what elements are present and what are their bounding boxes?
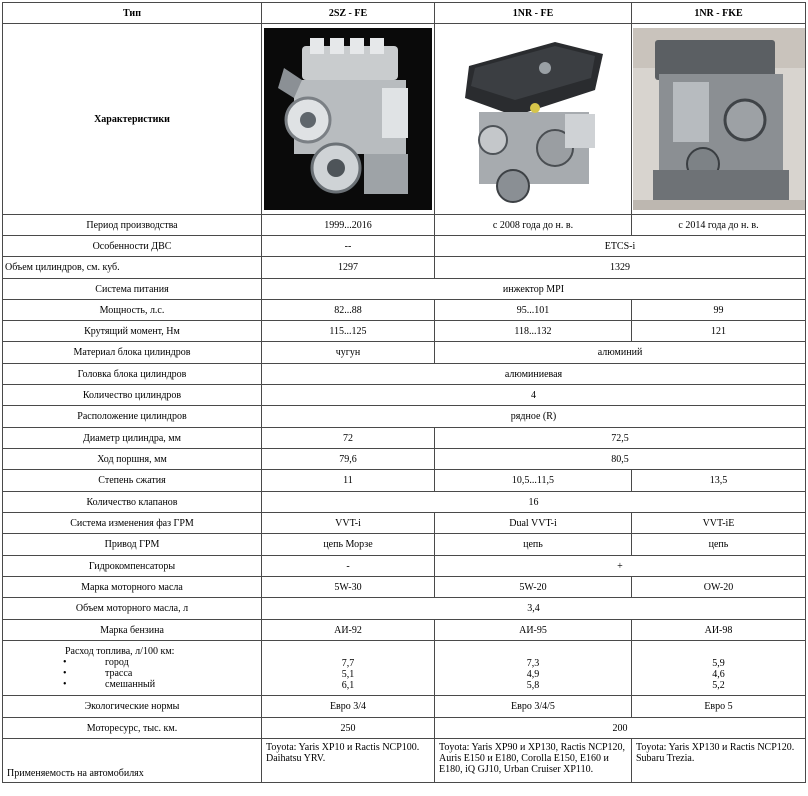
value-2sz-fe: Toyota: Yaris XP10 и Ractis NCP100. Daihatsu YRV.	[262, 739, 435, 783]
consumption-title: Расход топлива, л/100 км:	[65, 646, 175, 657]
value-1nr-fe: с 2008 года до н. в.	[435, 215, 632, 236]
row-torque	[3, 321, 806, 342]
row-label: Экологические нормы	[3, 696, 262, 718]
value-2sz-fe: цепь Морзе	[262, 534, 435, 556]
engine-name-1nr-fe: 1NR - FE	[435, 3, 632, 24]
row-displacement	[3, 257, 806, 279]
value-1nr-fke: АИ-98	[632, 620, 806, 641]
row-hydro-lifters	[3, 556, 806, 577]
row-stroke	[3, 449, 806, 470]
engine-name-2sz-fe: 2SZ - FE	[262, 3, 435, 24]
row-label: Гидрокомпенсаторы	[3, 556, 262, 577]
value-2sz-fe: чугун	[262, 342, 435, 364]
consumption-item-mixed: • смешанный	[63, 679, 156, 690]
row-label: Привод ГРМ	[3, 534, 262, 556]
value-2sz-fe: VVT-i	[262, 513, 435, 534]
type-header: Тип	[3, 3, 262, 24]
engine-photo-1nr-fke	[633, 28, 805, 210]
row-label: Степень сжатия	[3, 470, 262, 492]
value-1nr-fe: Toyota: Yaris XP90 и XP130, Ractis NCP120, Auris E150 и E180, Corolla E150, E160 и E180, iQ GJ10, Urban Cruiser XP110.	[435, 739, 632, 783]
photo-row	[3, 24, 806, 215]
row-valves	[3, 492, 806, 513]
consumption-item-highway: • трасса	[63, 668, 133, 679]
value-1nr-fe: АИ-95	[435, 620, 632, 641]
value-2sz-fe: 5W-30	[262, 577, 435, 598]
row-label: Моторесурс, тыс. км.	[3, 718, 262, 739]
value-1nr-fe: 7,3 4,9 5,8	[435, 641, 632, 696]
value-1nr-fke: с 2014 года до н. в.	[632, 215, 806, 236]
row-label: Количество клапанов	[3, 492, 262, 513]
row-label: Применяемость на автомобилях	[3, 739, 262, 783]
row-label: Мощность, л.с.	[3, 300, 262, 321]
photo-cell-1nr-fe	[435, 24, 632, 215]
value-1nr-fke: Евро 5	[632, 696, 806, 718]
row-compression	[3, 470, 806, 492]
value-all: рядное (R)	[262, 406, 806, 428]
engine-photo-1nr-fe	[435, 28, 631, 210]
row-features	[3, 236, 806, 257]
row-label: Система изменения фаз ГРМ	[3, 513, 262, 534]
value-2sz-fe: -	[262, 556, 435, 577]
value-2sz-fe: 250	[262, 718, 435, 739]
row-label: Количество цилиндров	[3, 385, 262, 406]
value-2sz-fe: АИ-92	[262, 620, 435, 641]
value-1nr-shared: 72,5	[435, 428, 806, 449]
row-vvt	[3, 513, 806, 534]
value-2sz-fe: 72	[262, 428, 435, 449]
row-resource	[3, 718, 806, 739]
row-applicability	[3, 739, 806, 783]
value-all: алюминиевая	[262, 364, 806, 385]
row-fuel-system	[3, 279, 806, 300]
row-label: Особенности ДВС	[3, 236, 262, 257]
value-1nr-fe: Евро 3/4/5	[435, 696, 632, 718]
row-cylinder-head	[3, 364, 806, 385]
value-1nr-fke: Toyota: Yaris XP130 и Ractis NCP120. Subaru Trezia.	[632, 739, 806, 783]
value-1nr-fke: VVT-iE	[632, 513, 806, 534]
header-row	[3, 3, 806, 24]
value-2sz-fe: 79,6	[262, 449, 435, 470]
value-1nr-fke: 99	[632, 300, 806, 321]
value-1nr-shared: алюминий	[435, 342, 806, 364]
row-production-period	[3, 215, 806, 236]
photo-cell-2sz-fe	[262, 24, 435, 215]
row-eco-standards	[3, 696, 806, 718]
consumption-item-city: • город	[63, 657, 129, 668]
row-label: Материал блока цилиндров	[3, 342, 262, 364]
row-label-consumption	[3, 641, 262, 696]
row-label: Расположение цилиндров	[3, 406, 262, 428]
value-2sz-fe: --	[262, 236, 435, 257]
value-2sz-fe: 115...125	[262, 321, 435, 342]
value-1nr-shared: ETCS-i	[435, 236, 806, 257]
row-block-material	[3, 342, 806, 364]
value-1nr-fke: цепь	[632, 534, 806, 556]
value-1nr-shared: 1329	[435, 257, 806, 279]
value-2sz-fe: 1297	[262, 257, 435, 279]
row-cylinders	[3, 385, 806, 406]
value-2sz-fe: 1999...2016	[262, 215, 435, 236]
row-bore	[3, 428, 806, 449]
row-label: Объем цилиндров, см. куб.	[3, 257, 262, 279]
row-label: Объем моторного масла, л	[3, 598, 262, 620]
value-1nr-fke: OW-20	[632, 577, 806, 598]
row-oil-grade	[3, 577, 806, 598]
row-fuel-grade	[3, 620, 806, 641]
row-fuel-consumption	[3, 641, 806, 696]
value-2sz-fe: 82...88	[262, 300, 435, 321]
value-all: 16	[262, 492, 806, 513]
row-label: Марка бензина	[3, 620, 262, 641]
value-2sz-fe: 7,7 5,1 6,1	[262, 641, 435, 696]
engine-comparison-table	[2, 2, 806, 783]
row-label: Период производства	[3, 215, 262, 236]
engine-photo-2sz-fe	[264, 28, 432, 210]
value-all: 3,4	[262, 598, 806, 620]
row-label: Марка моторного масла	[3, 577, 262, 598]
row-timing-drive	[3, 534, 806, 556]
value-1nr-fe: цепь	[435, 534, 632, 556]
value-2sz-fe: 11	[262, 470, 435, 492]
value-1nr-shared: 80,5	[435, 449, 806, 470]
value-1nr-fke: 5,9 4,6 5,2	[632, 641, 806, 696]
value-1nr-fe: Dual VVT-i	[435, 513, 632, 534]
row-label: Диаметр цилиндра, мм	[3, 428, 262, 449]
row-power	[3, 300, 806, 321]
value-2sz-fe: Евро 3/4	[262, 696, 435, 718]
row-label: Система питания	[3, 279, 262, 300]
value-1nr-fe: 10,5...11,5	[435, 470, 632, 492]
value-1nr-fe: 5W-20	[435, 577, 632, 598]
row-label: Головка блока цилиндров	[3, 364, 262, 385]
value-1nr-fke: 13,5	[632, 470, 806, 492]
value-1nr-shared: +	[435, 556, 806, 577]
characteristics-header: Характеристики	[3, 24, 262, 215]
value-all: 4	[262, 385, 806, 406]
value-1nr-shared: 200	[435, 718, 806, 739]
engine-name-1nr-fke: 1NR - FKE	[632, 3, 806, 24]
value-1nr-fe: 118...132	[435, 321, 632, 342]
value-all: инжектор MPI	[262, 279, 806, 300]
value-1nr-fe: 95...101	[435, 300, 632, 321]
value-1nr-fke: 121	[632, 321, 806, 342]
row-label: Ход поршня, мм	[3, 449, 262, 470]
row-cylinder-layout	[3, 406, 806, 428]
row-oil-volume	[3, 598, 806, 620]
row-label: Крутящий момент, Нм	[3, 321, 262, 342]
photo-cell-1nr-fke	[632, 24, 806, 215]
